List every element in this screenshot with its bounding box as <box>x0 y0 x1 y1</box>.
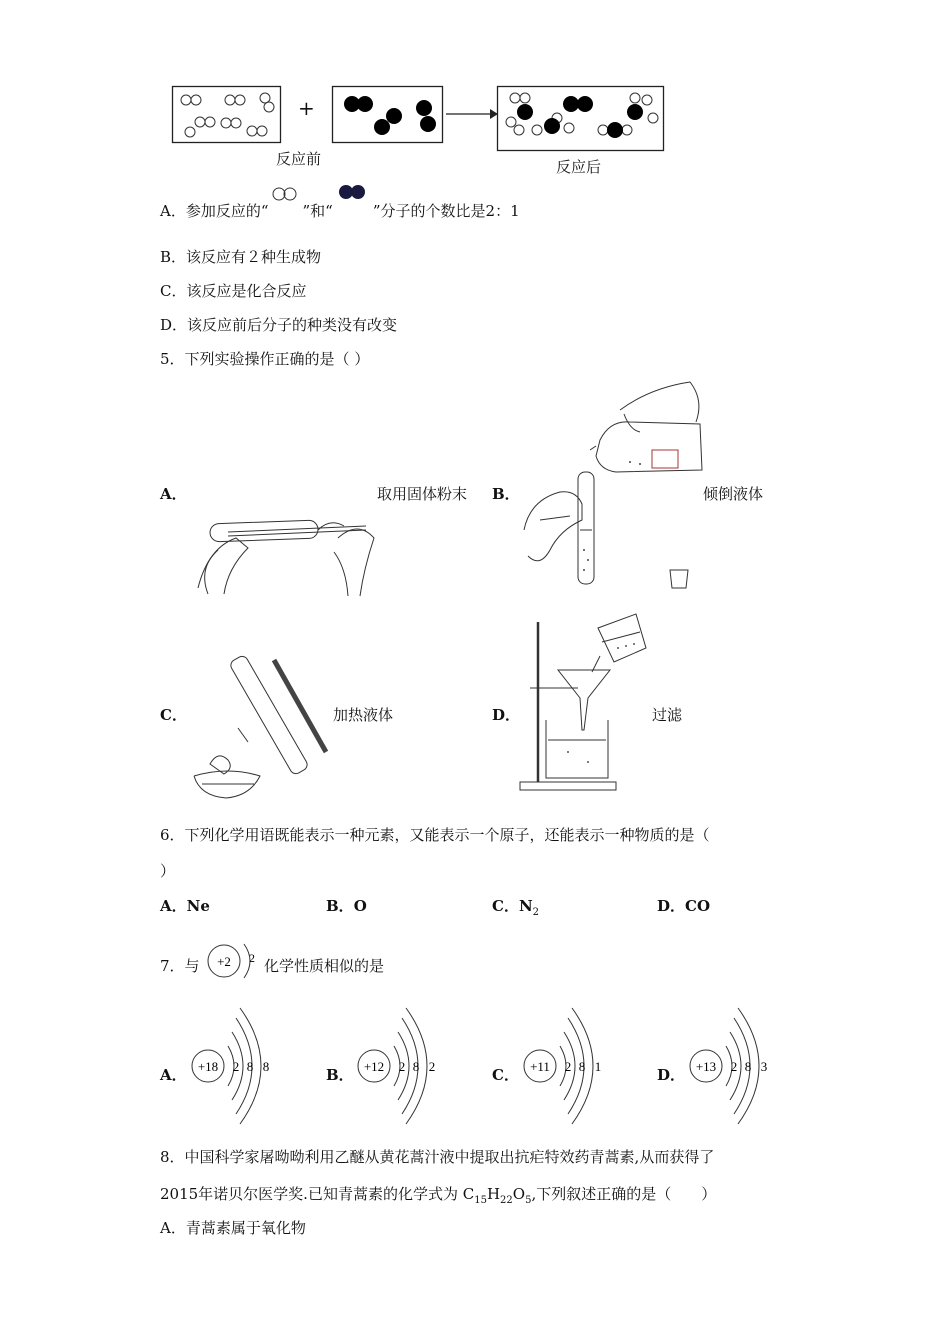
q7-atom-d <box>686 1012 776 1120</box>
q4-option-a: A．参加反应的“ ”和“ ”分子的个数比是2：1 <box>160 200 520 222</box>
q7-reference-atom <box>202 936 262 986</box>
svg-text:8: 8 <box>246 1059 254 1074</box>
q7-option-d-letter: D． <box>657 1066 686 1084</box>
q5-option-a-caption: 取用固体粉末 <box>377 485 468 503</box>
q8-stem-line2: 2015年诺贝尔医学奖.已知青蒿素的化学式为 $C_{15}H_{22}O_5$,下列叙述正确的是（ ） <box>160 1185 717 1206</box>
product-box <box>497 86 665 154</box>
svg-text:8: 8 <box>744 1059 752 1074</box>
q5-stem: 5．下列实验操作正确的是（ ） <box>160 350 370 368</box>
svg-text:1: 1 <box>594 1059 602 1074</box>
svg-text:2: 2 <box>428 1059 436 1074</box>
svg-text:8: 8 <box>578 1059 586 1074</box>
svg-text:2: 2 <box>564 1059 572 1074</box>
q5-option-d-letter: D． <box>492 706 521 724</box>
heat-liquid-illustration <box>188 650 338 800</box>
q5-option-c-caption: 加热液体 <box>333 706 394 724</box>
svg-text:+12: +12 <box>363 1059 385 1074</box>
q5-option-a-letter: A． <box>160 485 187 503</box>
q7-option-b-letter: B． <box>326 1066 354 1084</box>
reactant-box-2 <box>332 86 444 146</box>
q8-stem-line1: 8．中国科学家屠呦呦利用乙醚从黄花蒿汁液中提取出抗疟特效药青蒿素,从而获得了 <box>160 1148 715 1166</box>
q7-stem-suffix: 化学性质相似的是 <box>264 957 385 975</box>
q6-option-d: D．CO <box>657 897 711 915</box>
q5-option-d-caption: 过滤 <box>652 706 683 724</box>
q7-option-c-letter: C． <box>492 1066 519 1084</box>
reactant-box-1 <box>172 86 282 146</box>
q6-option-a: A．Ne <box>160 897 210 915</box>
svg-text:2: 2 <box>232 1059 240 1074</box>
q6-stem-line2: ） <box>160 862 176 880</box>
svg-text:2: 2 <box>730 1059 738 1074</box>
q7-atom-a <box>188 1012 278 1120</box>
q6-option-c: C．$N_2$ <box>492 897 540 918</box>
q7-atom-b <box>354 1012 444 1120</box>
reaction-arrow <box>446 108 498 120</box>
q7-option-a-letter: A． <box>160 1066 187 1084</box>
powder-test-tube-illustration <box>188 508 380 600</box>
filled-molecule-icon <box>333 182 373 204</box>
before-label: 反应前 <box>276 150 322 168</box>
svg-text:2: 2 <box>398 1059 406 1074</box>
q5-option-b-caption: 倾倒液体 <box>703 485 764 503</box>
ref-shell-1: 2 <box>249 951 255 965</box>
plus-sign: + <box>298 96 315 120</box>
svg-text:3: 3 <box>760 1059 768 1074</box>
q7-atom-c <box>520 1012 610 1120</box>
q4-option-c: C．该反应是化合反应 <box>160 282 307 300</box>
q5-option-b-letter: B． <box>492 485 520 503</box>
q6-option-b: B．O <box>326 897 367 915</box>
q7-stem-prefix: 7．与 <box>160 957 200 975</box>
svg-text:+13: +13 <box>695 1059 717 1074</box>
ref-nucleus: +2 <box>217 954 231 969</box>
q6-stem-line1: 6．下列化学用语既能表示一种元素，又能表示一个原子，还能表示一种物质的是（ <box>160 826 710 844</box>
q5-option-c-letter: C． <box>160 706 187 724</box>
svg-text:+18: +18 <box>197 1059 219 1074</box>
after-label: 反应后 <box>556 158 602 176</box>
svg-text:+11: +11 <box>530 1059 550 1074</box>
q8-option-a: A．青蒿素属于氧化物 <box>160 1219 306 1237</box>
q4-option-d: D．该反应前后分子的种类没有改变 <box>160 316 398 334</box>
q4-option-b: B．该反应有２种生成物 <box>160 248 322 266</box>
svg-text:8: 8 <box>412 1059 420 1074</box>
open-molecule-icon <box>269 184 303 206</box>
filtration-illustration <box>518 612 668 794</box>
svg-text:8: 8 <box>262 1059 270 1074</box>
pour-liquid-illustration <box>520 380 710 600</box>
